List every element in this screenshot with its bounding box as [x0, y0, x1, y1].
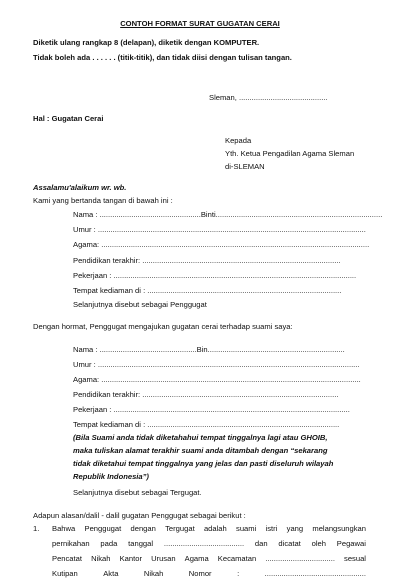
- penggugat-age-field: Umur : ...............................................................................................................................: [73, 225, 366, 234]
- point-number: 1.: [33, 524, 40, 533]
- recipient-line-1: Kepada: [225, 136, 252, 145]
- ghoib-note-line-2: maka tuliskan alamat terakhir suami anda ditambah dengan “sekarang: [73, 446, 328, 455]
- tergugat-occupation-field: Pekerjaan : ................................................................................................................: [73, 405, 350, 414]
- penggugat-education-field: Pendidikan terakhir: ..............................................................................................: [73, 256, 341, 265]
- intro-text: Kami yang bertanda tangan di bawah ini :: [33, 196, 173, 205]
- tergugat-name-field: Nama : ..............................................Bin.................................................................: [73, 345, 345, 354]
- place-date: Sleman, ..........................................: [209, 93, 328, 102]
- penggugat-religion-field: Agama: ...............................................................................................................................: [73, 240, 370, 249]
- document-title: CONTOH FORMAT SURAT GUGATAN CERAI: [120, 19, 280, 28]
- penggugat-occupation-field: Pekerjaan : ...................................................................................................................: [73, 271, 357, 280]
- penggugat-name-field: Nama : ................................................Binti...............................................................................: [73, 210, 383, 219]
- ghoib-note-line-1: (Bila Suami anda tidak diketahahui tempat tinggalnya lagi atau GHOIB,: [73, 433, 328, 442]
- point1-line-1: Bahwa Penggugat dengan Tergugat adalah suami istri yang melangsungkan: [52, 524, 366, 533]
- ghoib-note-line-3: tidak diketahui tempat tinggalnya yang jelas dan pasti diseluruh wilayah: [73, 459, 334, 468]
- subject-line: Hal : Gugatan Cerai: [33, 114, 104, 123]
- salutation: Assalamu'alaikum wr. wb.: [33, 183, 127, 192]
- penggugat-residence-field: Tempat kediaman di : ............................................................................................: [73, 286, 342, 295]
- ghoib-note-line-4: Republik Indonesia”): [73, 472, 149, 481]
- hormat-text: Dengan hormat, Penggugat mengajukan gugatan cerai terhadap suami saya:: [33, 322, 293, 331]
- instruction-line-1: Diketik ulang rangkap 8 (delapan), diketik dengan KOMPUTER.: [33, 38, 260, 47]
- recipient-line-3: di-SLEMAN: [225, 162, 265, 171]
- tergugat-religion-field: Agama: ...........................................................................................................................: [73, 375, 361, 384]
- alasan-text: Adapun alasan/dalil - dalil gugatan Penggugat sebagai berikut :: [33, 511, 246, 520]
- penggugat-label: Selanjutnya disebut sebagai Penggugat: [73, 300, 207, 309]
- point1-line-4: Kutipan Akta Nikah Nomor : ................................................: [52, 569, 366, 578]
- point1-line-2: pernikahan pada tanggal ...................................... dan dicatat oleh Pegawai: [52, 539, 366, 548]
- point1-line-3: Pencatat Nikah Kantor Urusan Agama Kecamatan ................................. sesual: [52, 554, 366, 563]
- recipient-line-2: Yth. Ketua Pengadilan Agama Sleman: [225, 149, 355, 158]
- instruction-line-2: Tidak boleh ada . . . . . . (titik-titik), dan tidak diisi dengan tulisan tangan.: [33, 53, 292, 62]
- tergugat-age-field: Umur : ............................................................................................................................: [73, 360, 360, 369]
- tergugat-education-field: Pendidikan terakhir: .............................................................................................: [73, 390, 339, 399]
- tergugat-label: Selanjutnya disebut sebagai Tergugat.: [73, 488, 202, 497]
- tergugat-residence-field: Tempat kediaman di : ...........................................................................................: [73, 420, 340, 429]
